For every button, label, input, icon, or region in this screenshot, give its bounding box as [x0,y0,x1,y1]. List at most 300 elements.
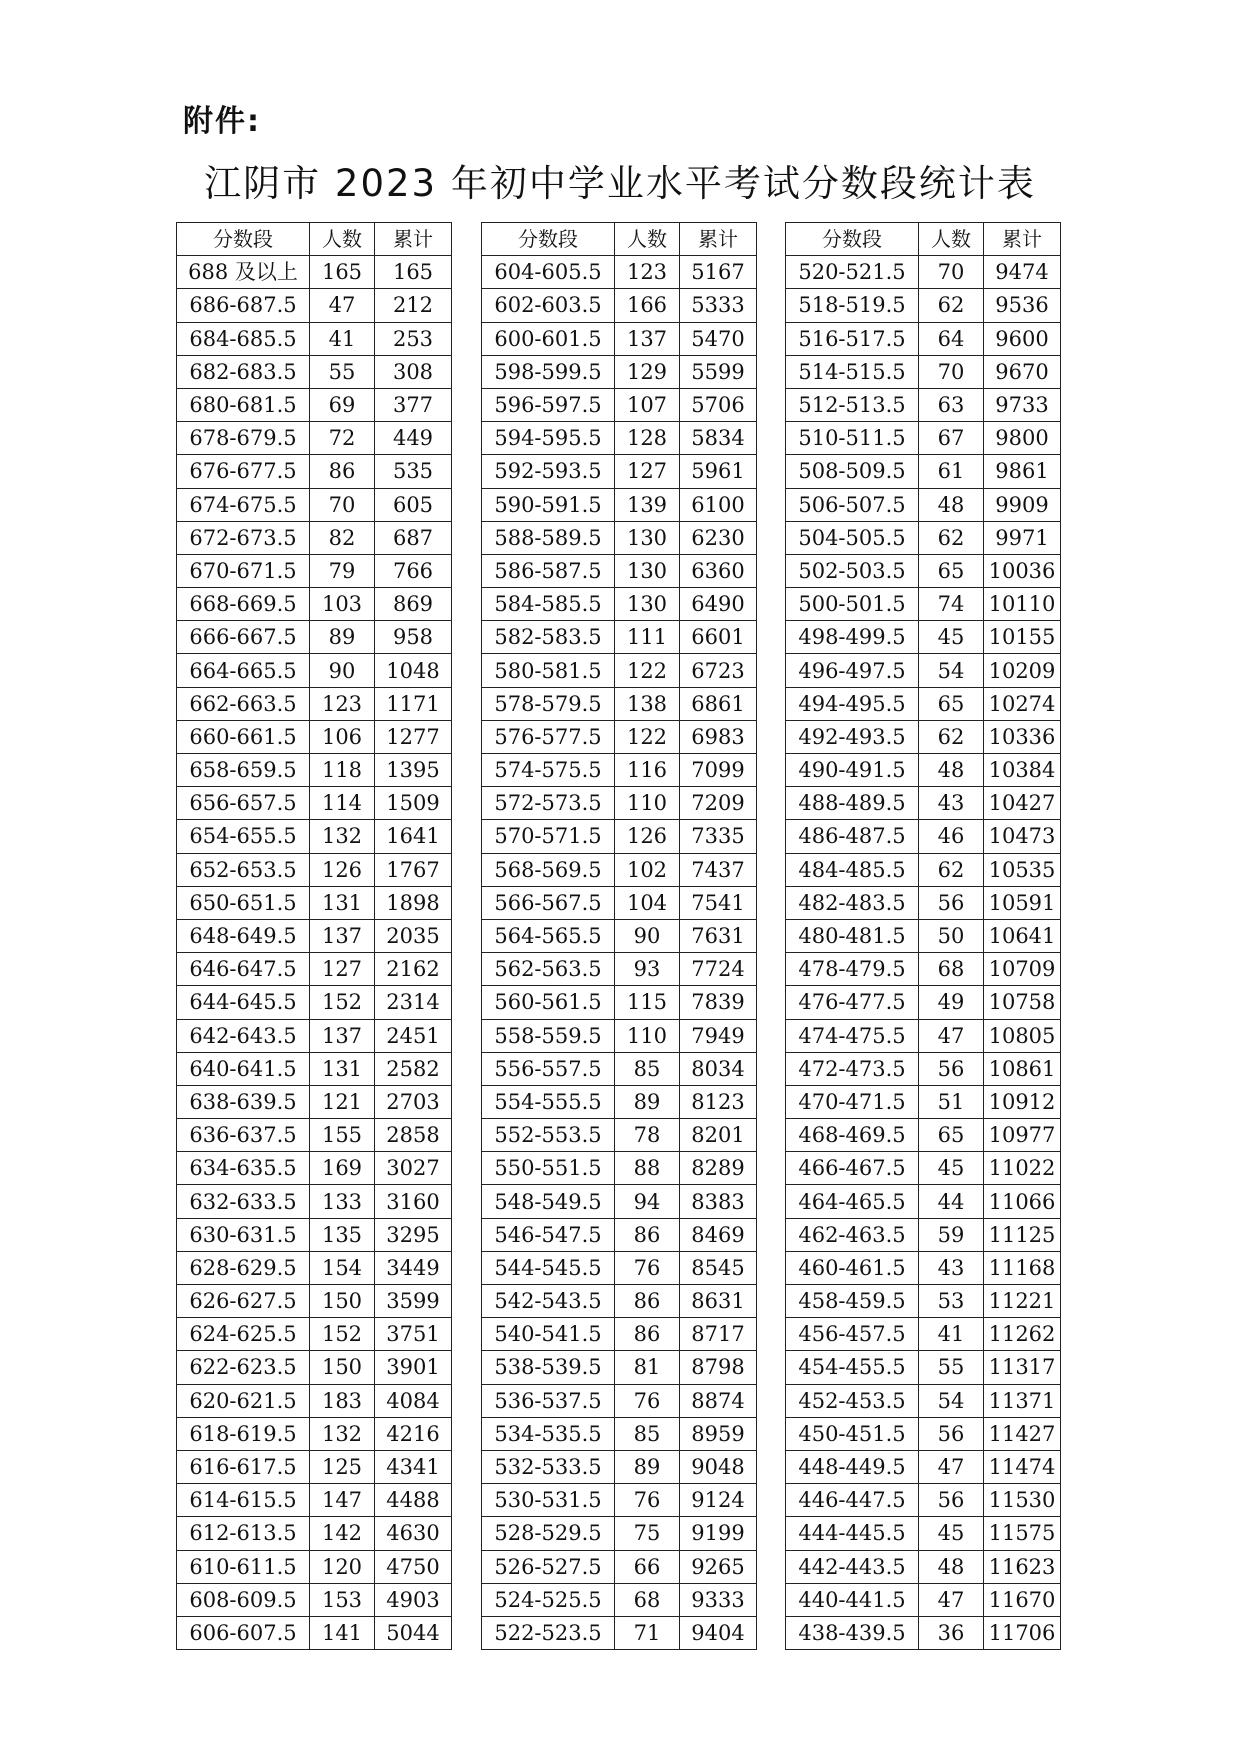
count-cell: 142 [310,1517,375,1550]
score-range-cell: 638-639.5 [177,1085,310,1118]
table-row [786,1450,1061,1483]
count-cell: 76 [615,1384,680,1417]
cumulative-cell: 9199 [680,1517,757,1550]
table-row [482,1285,757,1318]
cumulative-cell: 4084 [375,1384,452,1417]
cumulative-cell: 3160 [375,1185,452,1218]
table-row [177,1550,452,1583]
cumulative-cell: 1171 [375,687,452,720]
score-range-cell: 642-643.5 [177,1019,310,1052]
table-row [786,1550,1061,1583]
table-row [786,919,1061,952]
score-range-cell: 552-553.5 [482,1119,615,1152]
cumulative-cell: 4488 [375,1484,452,1517]
count-cell: 62 [919,720,984,753]
score-range-cell: 656-657.5 [177,787,310,820]
cumulative-cell: 9124 [680,1484,757,1517]
score-range-cell: 686-687.5 [177,289,310,322]
table-row [482,1152,757,1185]
count-cell: 47 [310,289,375,322]
table-row [482,820,757,853]
score-range-cell: 672-673.5 [177,521,310,554]
table-row [786,886,1061,919]
table-row [177,986,452,1019]
count-cell: 111 [615,621,680,654]
cumulative-cell: 7335 [680,820,757,853]
score-range-cell: 450-451.5 [786,1417,919,1450]
count-cell: 153 [310,1583,375,1616]
score-range-cell: 578-579.5 [482,687,615,720]
count-cell: 47 [919,1450,984,1483]
cumulative-cell: 9536 [984,289,1061,322]
count-cell: 67 [919,422,984,455]
table-row [482,1517,757,1550]
score-range-cell: 446-447.5 [786,1484,919,1517]
table-row [482,1085,757,1118]
count-cell: 68 [615,1583,680,1616]
count-cell: 128 [615,422,680,455]
count-cell: 55 [310,355,375,388]
count-cell: 127 [615,455,680,488]
cumulative-cell: 10912 [984,1085,1061,1118]
cumulative-cell: 1395 [375,754,452,787]
table-row [786,953,1061,986]
table-row [482,1550,757,1583]
cumulative-cell: 10336 [984,720,1061,753]
score-range-cell: 688 及以上 [177,256,310,289]
score-range-cell: 460-461.5 [786,1251,919,1284]
cumulative-cell: 11317 [984,1351,1061,1384]
count-cell: 114 [310,787,375,820]
cumulative-cell: 7209 [680,787,757,820]
cumulative-cell: 10384 [984,754,1061,787]
count-cell: 107 [615,388,680,421]
count-cell: 45 [919,621,984,654]
table-row [177,422,452,455]
count-cell: 131 [310,1052,375,1085]
table-row [786,1119,1061,1152]
count-cell: 54 [919,1384,984,1417]
count-cell: 138 [615,687,680,720]
score-range-cell: 504-505.5 [786,521,919,554]
count-cell: 41 [310,322,375,355]
count-cell: 70 [919,256,984,289]
score-range-cell: 542-543.5 [482,1285,615,1318]
cumulative-cell: 1767 [375,853,452,886]
table-row [177,1484,452,1517]
count-cell: 123 [310,687,375,720]
count-cell: 126 [615,820,680,853]
table-row [482,1251,757,1284]
cumulative-cell: 8469 [680,1218,757,1251]
cumulative-cell: 7631 [680,919,757,952]
count-cell: 46 [919,820,984,853]
table-row [482,687,757,720]
score-range-cell: 586-587.5 [482,554,615,587]
cumulative-cell: 9265 [680,1550,757,1583]
count-cell: 51 [919,1085,984,1118]
count-cell: 89 [310,621,375,654]
table-row [786,720,1061,753]
cumulative-cell: 8874 [680,1384,757,1417]
cumulative-cell: 8034 [680,1052,757,1085]
cumulative-cell: 2451 [375,1019,452,1052]
table-row [482,1583,757,1616]
cumulative-cell: 11371 [984,1384,1061,1417]
score-range-cell: 500-501.5 [786,588,919,621]
score-range-cell: 628-629.5 [177,1251,310,1284]
table-row [786,1351,1061,1384]
cumulative-cell: 2162 [375,953,452,986]
count-cell: 137 [310,1019,375,1052]
cumulative-cell: 11706 [984,1616,1061,1649]
header-score-range: 分数段 [786,223,919,256]
count-cell: 55 [919,1351,984,1384]
table-row [177,654,452,687]
score-range-cell: 540-541.5 [482,1318,615,1351]
cumulative-cell: 9404 [680,1616,757,1649]
count-cell: 86 [615,1318,680,1351]
cumulative-cell: 869 [375,588,452,621]
cumulative-cell: 1898 [375,886,452,919]
cumulative-cell: 10861 [984,1052,1061,1085]
table-row [482,953,757,986]
cumulative-cell: 10274 [984,687,1061,720]
table-row [482,720,757,753]
score-range-cell: 568-569.5 [482,853,615,886]
count-cell: 90 [615,919,680,952]
count-cell: 137 [310,919,375,952]
cumulative-cell: 9971 [984,521,1061,554]
table-row [482,256,757,289]
table-row [177,853,452,886]
cumulative-cell: 687 [375,521,452,554]
cumulative-cell: 10427 [984,787,1061,820]
table-row [786,1517,1061,1550]
score-table-1 [176,222,452,1650]
score-range-cell: 448-449.5 [786,1450,919,1483]
score-range-cell: 522-523.5 [482,1616,615,1649]
table-row [482,1019,757,1052]
score-range-cell: 664-665.5 [177,654,310,687]
score-range-cell: 512-513.5 [786,388,919,421]
score-range-cell: 444-445.5 [786,1517,919,1550]
cumulative-cell: 1277 [375,720,452,753]
table-row [177,754,452,787]
score-range-cell: 498-499.5 [786,621,919,654]
score-range-cell: 598-599.5 [482,355,615,388]
score-range-cell: 440-441.5 [786,1583,919,1616]
table-row [177,1616,452,1649]
cumulative-cell: 11168 [984,1251,1061,1284]
score-range-cell: 458-459.5 [786,1285,919,1318]
count-cell: 86 [310,455,375,488]
score-range-cell: 678-679.5 [177,422,310,455]
score-range-cell: 550-551.5 [482,1152,615,1185]
score-range-cell: 544-545.5 [482,1251,615,1284]
header-count: 人数 [919,223,984,256]
table-row [786,687,1061,720]
score-range-cell: 516-517.5 [786,322,919,355]
table-row [786,820,1061,853]
cumulative-cell: 8959 [680,1417,757,1450]
score-range-cell: 594-595.5 [482,422,615,455]
cumulative-cell: 958 [375,621,452,654]
count-cell: 49 [919,986,984,1019]
count-cell: 75 [615,1517,680,1550]
table-row [177,488,452,521]
table-header-row [786,223,1061,256]
table-row [177,886,452,919]
score-range-cell: 646-647.5 [177,953,310,986]
score-range-cell: 608-609.5 [177,1583,310,1616]
score-range-cell: 584-585.5 [482,588,615,621]
score-range-cell: 538-539.5 [482,1351,615,1384]
score-range-cell: 462-463.5 [786,1218,919,1251]
cumulative-cell: 5167 [680,256,757,289]
score-range-cell: 682-683.5 [177,355,310,388]
count-cell: 166 [615,289,680,322]
count-cell: 45 [919,1152,984,1185]
score-range-cell: 488-489.5 [786,787,919,820]
table-row [482,1616,757,1649]
count-cell: 86 [615,1285,680,1318]
cumulative-cell: 11623 [984,1550,1061,1583]
table-row [482,986,757,1019]
score-range-cell: 452-453.5 [786,1384,919,1417]
table-row [786,1052,1061,1085]
cumulative-cell: 9474 [984,256,1061,289]
count-cell: 47 [919,1583,984,1616]
cumulative-cell: 10591 [984,886,1061,919]
score-range-cell: 454-455.5 [786,1351,919,1384]
table-row [786,853,1061,886]
cumulative-cell: 10758 [984,986,1061,1019]
score-range-cell: 622-623.5 [177,1351,310,1384]
table-row [177,953,452,986]
count-cell: 85 [615,1052,680,1085]
cumulative-cell: 6490 [680,588,757,621]
table-row [482,1384,757,1417]
score-range-cell: 592-593.5 [482,455,615,488]
count-cell: 165 [310,256,375,289]
count-cell: 127 [310,953,375,986]
score-range-cell: 652-653.5 [177,853,310,886]
table-row [482,1484,757,1517]
cumulative-cell: 308 [375,355,452,388]
count-cell: 183 [310,1384,375,1417]
table-row [177,1152,452,1185]
cumulative-cell: 8717 [680,1318,757,1351]
score-range-cell: 614-615.5 [177,1484,310,1517]
count-cell: 56 [919,1484,984,1517]
count-cell: 135 [310,1218,375,1251]
count-cell: 65 [919,1119,984,1152]
cumulative-cell: 11474 [984,1450,1061,1483]
table-row [177,322,452,355]
table-row [786,1251,1061,1284]
score-range-cell: 438-439.5 [786,1616,919,1649]
score-range-cell: 490-491.5 [786,754,919,787]
table-row [786,355,1061,388]
table-row [786,986,1061,1019]
table-row [786,256,1061,289]
score-range-cell: 606-607.5 [177,1616,310,1649]
table-row [177,1185,452,1218]
header-score-range: 分数段 [482,223,615,256]
cumulative-cell: 1509 [375,787,452,820]
score-range-cell: 562-563.5 [482,953,615,986]
score-range-cell: 650-651.5 [177,886,310,919]
header-cumulative: 累计 [680,223,757,256]
cumulative-cell: 7724 [680,953,757,986]
count-cell: 118 [310,754,375,787]
cumulative-cell: 11670 [984,1583,1061,1616]
score-range-cell: 590-591.5 [482,488,615,521]
count-cell: 88 [615,1152,680,1185]
cumulative-cell: 10641 [984,919,1061,952]
table-row [482,521,757,554]
cumulative-cell: 8798 [680,1351,757,1384]
table-row [482,654,757,687]
cumulative-cell: 8289 [680,1152,757,1185]
score-range-cell: 634-635.5 [177,1152,310,1185]
table-row [482,1450,757,1483]
count-cell: 120 [310,1550,375,1583]
cumulative-cell: 6360 [680,554,757,587]
cumulative-cell: 5834 [680,422,757,455]
page-title: 江阴市 2023 年初中学业水平考试分数段统计表 [204,162,1036,205]
cumulative-cell: 10155 [984,621,1061,654]
table-row [177,588,452,621]
score-range-cell: 676-677.5 [177,455,310,488]
count-cell: 65 [919,554,984,587]
count-cell: 147 [310,1484,375,1517]
header-count: 人数 [310,223,375,256]
table-row [786,322,1061,355]
count-cell: 122 [615,720,680,753]
score-range-cell: 576-577.5 [482,720,615,753]
table-row [786,289,1061,322]
table-row [786,1484,1061,1517]
cumulative-cell: 8545 [680,1251,757,1284]
score-range-cell: 624-625.5 [177,1318,310,1351]
cumulative-cell: 6861 [680,687,757,720]
cumulative-cell: 3599 [375,1285,452,1318]
count-cell: 137 [615,322,680,355]
count-cell: 70 [310,488,375,521]
header-cumulative: 累计 [375,223,452,256]
count-cell: 50 [919,919,984,952]
count-cell: 130 [615,521,680,554]
cumulative-cell: 5470 [680,322,757,355]
table-row [786,654,1061,687]
score-range-cell: 456-457.5 [786,1318,919,1351]
table-row [177,1019,452,1052]
header-score-range: 分数段 [177,223,310,256]
score-range-cell: 442-443.5 [786,1550,919,1583]
count-cell: 122 [615,654,680,687]
cumulative-cell: 6983 [680,720,757,753]
score-range-cell: 632-633.5 [177,1185,310,1218]
table-row [177,521,452,554]
table-row [177,1318,452,1351]
table-row [177,1251,452,1284]
table-header-row [482,223,757,256]
score-range-cell: 464-465.5 [786,1185,919,1218]
cumulative-cell: 11262 [984,1318,1061,1351]
count-cell: 56 [919,1052,984,1085]
table-row [177,455,452,488]
score-range-cell: 580-581.5 [482,654,615,687]
table-row [177,820,452,853]
cumulative-cell: 9670 [984,355,1061,388]
table-row [786,1318,1061,1351]
table-row [482,289,757,322]
table-row [786,621,1061,654]
score-range-cell: 558-559.5 [482,1019,615,1052]
table-row [177,1450,452,1483]
table-row [177,1052,452,1085]
count-cell: 103 [310,588,375,621]
table-row [482,886,757,919]
score-range-cell: 658-659.5 [177,754,310,787]
score-range-cell: 626-627.5 [177,1285,310,1318]
table-row [482,322,757,355]
score-range-cell: 472-473.5 [786,1052,919,1085]
table-row [482,621,757,654]
count-cell: 89 [615,1085,680,1118]
score-range-cell: 518-519.5 [786,289,919,322]
cumulative-cell: 2858 [375,1119,452,1152]
table-row [482,388,757,421]
cumulative-cell: 11427 [984,1417,1061,1450]
cumulative-cell: 7099 [680,754,757,787]
cumulative-cell: 4216 [375,1417,452,1450]
score-range-cell: 644-645.5 [177,986,310,1019]
cumulative-cell: 6100 [680,488,757,521]
cumulative-cell: 9048 [680,1450,757,1483]
score-range-cell: 530-531.5 [482,1484,615,1517]
table-row [786,1218,1061,1251]
count-cell: 74 [919,588,984,621]
cumulative-cell: 2035 [375,919,452,952]
count-cell: 36 [919,1616,984,1649]
count-cell: 61 [919,455,984,488]
table-row [482,455,757,488]
count-cell: 43 [919,787,984,820]
count-cell: 93 [615,953,680,986]
count-cell: 106 [310,720,375,753]
score-range-cell: 604-605.5 [482,256,615,289]
score-range-cell: 478-479.5 [786,953,919,986]
cumulative-cell: 5333 [680,289,757,322]
cumulative-cell: 10473 [984,820,1061,853]
table-row [786,1285,1061,1318]
cumulative-cell: 7437 [680,853,757,886]
count-cell: 56 [919,1417,984,1450]
cumulative-cell: 3901 [375,1351,452,1384]
cumulative-cell: 5706 [680,388,757,421]
score-range-cell: 574-575.5 [482,754,615,787]
table-row [786,1384,1061,1417]
cumulative-cell: 449 [375,422,452,455]
table-row [177,388,452,421]
cumulative-cell: 7839 [680,986,757,1019]
table-row [177,1285,452,1318]
score-range-cell: 666-667.5 [177,621,310,654]
table-row [177,289,452,322]
